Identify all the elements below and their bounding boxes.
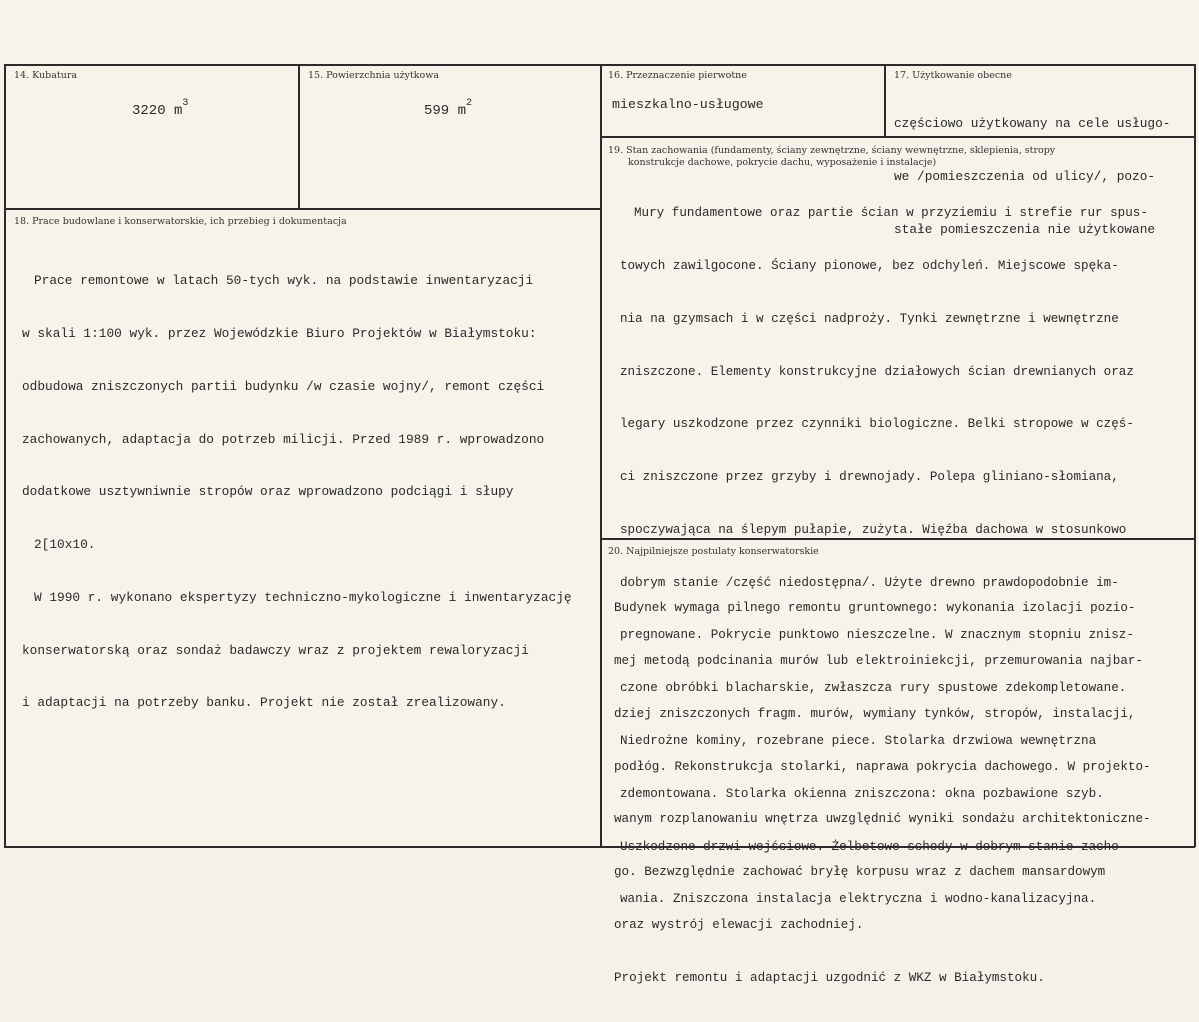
field-16-value: mieszkalno-usługowe (612, 97, 764, 112)
field-15-value (424, 98, 472, 119)
text-line: podłóg. Rekonstrukcja stolarki, naprawa pokrycia dachowego. W projekto- (614, 759, 1151, 774)
text-line: ci zniszczone przez grzyby i drewnojady. Polepa gliniano-słomiana, (620, 470, 1119, 485)
text-line: mej metodą podcinania murów lub elektroiniekcji, przemurowania najbar- (614, 653, 1144, 668)
text-line: dodatkowe usztywniwnie stropów oraz wprowadzono podciągi i słupy (22, 484, 514, 500)
field-17-label: 17. Użytkowanie obecne (894, 70, 1012, 81)
right-border (1194, 64, 1196, 847)
text-line: go. Bezwzględnie zachować bryłę korpusu wraz z dachem mansardowym (614, 865, 1106, 880)
area-unit-exponent: 2 (466, 98, 473, 109)
text-line: Uszkodzone drzwi wejściowe. Żelbetowe schody w dobrym stanie zacho- (620, 839, 1127, 854)
rule-above-field18 (4, 208, 600, 210)
field-18-text (22, 237, 572, 747)
text-line: spoczywająca na ślepym pułapie, zużyta. Więźba dachowa w stosunkowo (620, 522, 1127, 537)
text-line: oraz wystrój elewacji zachodniej. (614, 917, 864, 932)
area-value: 599 m (424, 103, 467, 119)
text-line: dziej zniszczonych fragm. murów, wymiany tynków, stropów, instalacji, (614, 706, 1136, 721)
field-19-label-line2: konstrukcje dachowe, pokrycie dachu, wyposażenie i instalacje) (628, 157, 937, 168)
text-line: Niedrożne kominy, rozebrane piece. Stolarka drzwiowa wewnętrzna (620, 734, 1097, 748)
text-line: konserwatorską oraz sondaż badawczy wraz z projektem rewaloryzacji (22, 642, 529, 658)
left-border (4, 64, 6, 847)
field-20-text (614, 565, 1151, 1022)
center-divider (600, 64, 602, 847)
divider-16-17 (884, 64, 886, 137)
text-line: dobrym stanie /część niedostępna/. Użyte drewno prawdopodobnie im- (620, 575, 1119, 590)
text-line: W 1990 r. wykonano ekspertyzy techniczno-mykologiczne i inwentaryzację (34, 589, 572, 605)
text-line: Projekt remontu i adaptacji uzgodnić z WKZ w Białymstoku. (614, 970, 1045, 985)
text-line: towych zawilgocone. Ściany pionowe, bez odchyleń. Miejscowe spęka- (620, 258, 1119, 273)
text-line: i adaptacji na potrzeby banku. Projekt nie został zrealizowany. (22, 695, 506, 711)
text-line: wania. Zniszczona instalacja elektryczna i wodno-kanalizacyjna. (620, 892, 1097, 907)
field-14-label: 14. Kubatura (14, 70, 78, 81)
text-line: zachowanych, adaptacja do potrzeb milicji. Przed 1989 r. wprowadzono (22, 431, 545, 447)
text-line: czone obróbki blacharskie, zwłaszcza rury spustowe zdekompletowane. (620, 681, 1127, 696)
volume-unit-exponent: 3 (182, 98, 189, 109)
text-line: Prace remontowe w latach 50-tych wyk. na podstawie inwentaryzacji (34, 273, 534, 289)
text-line: stałe pomieszczenia nie użytkowane (894, 221, 1156, 237)
text-line: nia na gzymsach i w części nadproży. Tynki zewnętrzne i wewnętrzne (620, 311, 1119, 326)
text-line: 2[10x10. (34, 537, 96, 553)
text-line: pregnowane. Pokrycie punktowo nieszczelne. W znacznym stopniu znisz- (620, 628, 1134, 643)
field-20-label: 20. Najpilniejsze postulaty konserwatorskie (608, 546, 819, 557)
text-line: częściowo użytkowany na cele usługo- (894, 116, 1171, 132)
divider-14-15 (298, 64, 300, 209)
field-15-label: 15. Powierzchnia użytkowa (308, 70, 440, 81)
field-14-value (132, 98, 188, 119)
field-18-label: 18. Prace budowlane i konserwatorskie, ich przebieg i dokumentacja (14, 216, 347, 227)
field-19-label-line1: 19. Stan zachowania (fundamenty, ściany zewnętrzne, ściany wewnętrzne, sklepienia, stropy (608, 145, 1056, 156)
text-line: Budynek wymaga pilnego remontu gruntownego: wykonania izolacji pozio- (614, 601, 1136, 616)
text-line: Mury fundamentowe oraz partie ścian w przyziemiu i strefie rur spus- (634, 206, 1148, 221)
text-line: we /pomieszczenia od ulicy/, pozo- (894, 168, 1156, 184)
volume-value: 3220 m (132, 103, 183, 119)
text-line: zdemontowana. Stolarka okienna zniszczona: okna pozbawione szyb. (620, 786, 1104, 801)
text-line: odbudowa zniszczonych partii budynku /w czasie wojny/, remont części (22, 378, 545, 394)
text-line: wanym rozplanowaniu wnętrza uwzględnić wyniki sondażu architektoniczne- (614, 812, 1151, 827)
text-line: w skali 1:100 wyk. przez Wojewódzkie Biuro Projektów w Białymstoku: (22, 325, 537, 341)
text-line: legary uszkodzone przez czynniki biologiczne. Belki stropowe w częś- (620, 417, 1134, 432)
field-16-label: 16. Przeznaczenie pierwotne (608, 70, 747, 81)
text-line: zniszczone. Elementy konstrukcyjne działowych ścian drewnianych oraz (620, 364, 1134, 379)
